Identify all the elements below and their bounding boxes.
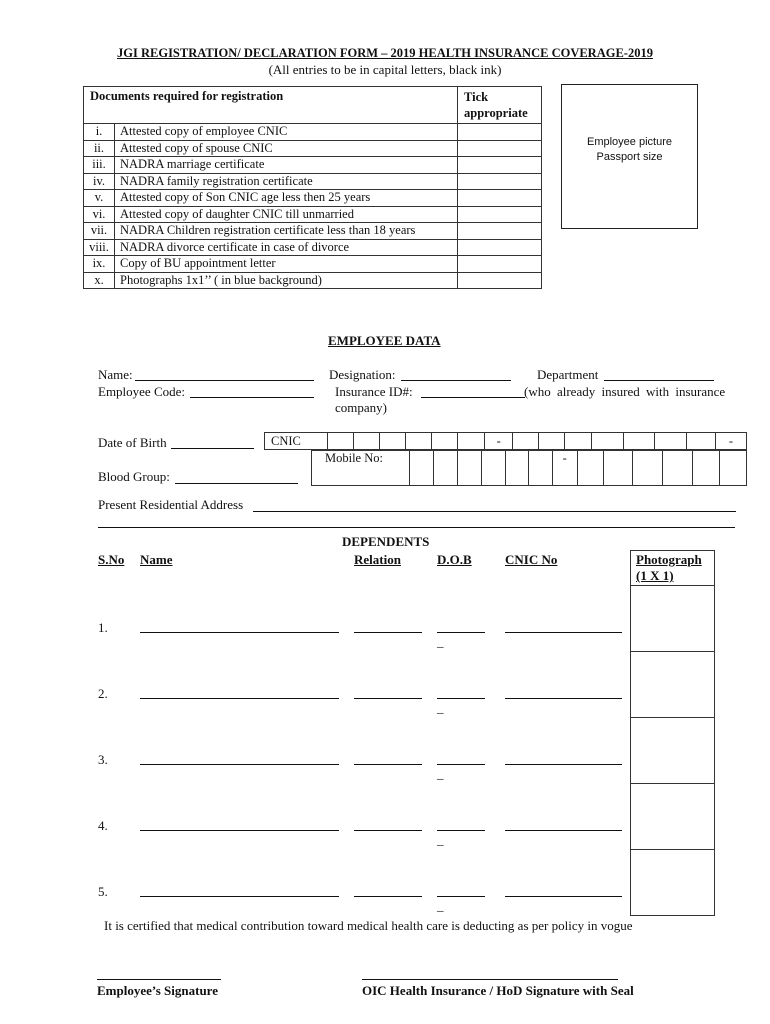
col-relation: Relation [354, 552, 401, 567]
document-num: x. [84, 272, 115, 289]
dependent-name-field[interactable] [140, 764, 339, 765]
document-num: vi. [84, 206, 115, 223]
tick-header [458, 87, 542, 124]
dependent-cnic-field[interactable] [505, 764, 622, 765]
certification-text: It is certified that medical contribution toward medical health care is deducting as per policy in vogue [104, 918, 633, 933]
document-num: i. [84, 124, 115, 141]
department-field[interactable] [604, 380, 714, 381]
tick-cell[interactable] [458, 140, 542, 157]
mobile-digit-box[interactable] [433, 451, 457, 486]
dependent-relation-field[interactable] [354, 764, 422, 765]
employee-code-label: Employee Code: [98, 384, 186, 399]
documents-table [83, 86, 542, 289]
dependent-dob-field[interactable] [437, 764, 485, 765]
insurance-note: (who already insured with insurance [524, 384, 726, 399]
col-name: Name [140, 552, 173, 567]
oic-signature-line[interactable] [362, 979, 618, 980]
documents-header: Documents required for registration [84, 87, 458, 124]
document-text: Copy of BU appointment letter [115, 256, 458, 273]
dependent-sno: 5. [98, 884, 108, 899]
dependent-photo-box[interactable] [630, 783, 715, 850]
cnic-dash: - [485, 433, 513, 450]
dependent-dob-field[interactable] [437, 632, 485, 633]
document-text: Attested copy of Son CNIC age less then 25 years [115, 190, 458, 207]
address-field-line2[interactable] [98, 527, 735, 528]
dependent-sno: 1. [98, 620, 108, 635]
document-text: Photographs 1x1’’ ( in blue background) [115, 272, 458, 289]
name-field[interactable] [135, 380, 314, 381]
cnic-digit-box[interactable] [592, 433, 624, 450]
dependents-title: DEPENDENTS [342, 534, 430, 549]
form-title: JGI REGISTRATION/ DECLARATION FORM – 2019 HEALTH INSURANCE COVERAGE-2019 [117, 46, 653, 60]
document-text: Attested copy of spouse CNIC [115, 140, 458, 157]
dependent-photo-box[interactable] [630, 717, 715, 784]
dependent-cnic-field[interactable] [505, 632, 622, 633]
dependent-name-field[interactable] [140, 698, 339, 699]
cnic-digit-box[interactable] [655, 433, 687, 450]
document-text: NADRA family registration certificate [115, 173, 458, 190]
designation-label: Designation: [329, 367, 396, 382]
cnic-digit-box[interactable] [623, 433, 655, 450]
mobile-digit-box[interactable] [662, 451, 692, 486]
dependent-dob-field[interactable] [437, 830, 485, 831]
insurance-id-field[interactable] [421, 397, 525, 398]
mobile-label: Mobile No: [312, 451, 410, 486]
employee-data-title: EMPLOYEE DATA [328, 333, 441, 348]
dependent-name-field[interactable] [140, 830, 339, 831]
cnic-digit-box[interactable] [458, 433, 485, 450]
mobile-digit-box[interactable] [528, 451, 552, 486]
dependent-sno: 3. [98, 752, 108, 767]
dependent-dob-field[interactable] [437, 698, 485, 699]
cnic-digit-box[interactable] [406, 433, 432, 450]
mobile-digit-box[interactable] [577, 451, 603, 486]
form-subtitle: (All entries to be in capital letters, black ink) [268, 62, 502, 77]
col-photograph-label: Photograph [636, 552, 702, 567]
document-text: NADRA Children registration certificate less than 18 years [115, 223, 458, 240]
cnic-digit-box[interactable] [380, 433, 406, 450]
dependent-dob-tail: _ [437, 766, 444, 781]
dependent-cnic-field[interactable] [505, 698, 622, 699]
dependent-photo-box[interactable] [630, 651, 715, 718]
tick-cell[interactable] [458, 223, 542, 240]
document-text: Attested copy of daughter CNIC till unmarried [115, 206, 458, 223]
dependent-dob-tail: _ [437, 700, 444, 715]
mobile-digit-box[interactable] [603, 451, 633, 486]
document-row [84, 190, 542, 207]
tick-header-line2: appropriate [464, 106, 528, 120]
mobile-digit-box[interactable] [720, 451, 747, 486]
blood-group-label: Blood Group: [98, 469, 170, 484]
dependent-cnic-field[interactable] [505, 896, 622, 897]
document-row [84, 239, 542, 256]
tick-cell[interactable] [458, 206, 542, 223]
mobile-digit-box[interactable] [633, 451, 663, 486]
dob-field[interactable] [171, 448, 254, 449]
document-row [84, 256, 542, 273]
tick-cell[interactable] [458, 173, 542, 190]
cnic-label: CNIC [265, 433, 328, 450]
document-text: Attested copy of employee CNIC [115, 124, 458, 141]
address-field-line1[interactable] [253, 511, 736, 512]
cnic-digit-box[interactable] [539, 433, 565, 450]
col-dob: D.O.B [437, 552, 472, 567]
employee-signature-line[interactable] [97, 979, 221, 980]
mobile-dash: - [552, 451, 577, 486]
document-row [84, 124, 542, 141]
cnic-digit-box[interactable] [687, 433, 716, 450]
cnic-digit-box[interactable] [565, 433, 592, 450]
dependent-relation-field[interactable] [354, 632, 422, 633]
dependent-dob-field[interactable] [437, 896, 485, 897]
document-row [84, 173, 542, 190]
dependent-relation-field[interactable] [354, 698, 422, 699]
tick-cell[interactable] [458, 239, 542, 256]
name-label: Name: [98, 367, 133, 382]
document-text: NADRA marriage certificate [115, 157, 458, 174]
dependent-dob-tail: _ [437, 832, 444, 847]
tick-header-line1: Tick [464, 90, 489, 104]
document-row [84, 206, 542, 223]
mobile-digit-box[interactable] [481, 451, 505, 486]
document-num: iii. [84, 157, 115, 174]
dependent-dob-tail: _ [437, 634, 444, 649]
photo-box-label-1: Employee picture [587, 136, 672, 148]
document-text: NADRA divorce certificate in case of divorce [115, 239, 458, 256]
tick-cell[interactable] [458, 256, 542, 273]
mobile-digit-box[interactable] [693, 451, 720, 486]
insurance-id-label: Insurance ID#: [335, 384, 413, 399]
document-row [84, 140, 542, 157]
designation-field[interactable] [401, 380, 511, 381]
document-row [84, 157, 542, 174]
blood-group-field[interactable] [175, 483, 298, 484]
document-num: iv. [84, 173, 115, 190]
col-cnic: CNIC No [505, 552, 558, 567]
dependent-photo-box[interactable] [630, 849, 715, 916]
photograph-header-box [630, 550, 715, 586]
col-photograph-size: (1 X 1) [636, 568, 674, 583]
col-sno: S.No [98, 552, 125, 567]
department-label: Department [537, 367, 599, 382]
document-num: viii. [84, 239, 115, 256]
photo-box-label-2: Passport size [596, 151, 663, 163]
document-num: ii. [84, 140, 115, 157]
dependent-relation-field[interactable] [354, 830, 422, 831]
employee-picture-box[interactable] [561, 84, 698, 229]
dependent-relation-field[interactable] [354, 896, 422, 897]
tick-cell[interactable] [458, 157, 542, 174]
cnic-digit-box[interactable] [327, 433, 353, 450]
dependent-sno: 2. [98, 686, 108, 701]
tick-cell[interactable] [458, 190, 542, 207]
mobile-grid[interactable] [311, 450, 747, 486]
mobile-digit-box[interactable] [409, 451, 433, 486]
insurance-note-2: company) [335, 400, 387, 415]
document-num: vii. [84, 223, 115, 240]
document-num: v. [84, 190, 115, 207]
document-row [84, 223, 542, 240]
tick-cell[interactable] [458, 124, 542, 141]
address-label: Present Residential Address [98, 497, 244, 512]
document-row [84, 272, 542, 289]
document-num: ix. [84, 256, 115, 273]
tick-cell[interactable] [458, 272, 542, 289]
dob-label: Date of Birth [98, 435, 167, 450]
dependent-name-field[interactable] [140, 632, 339, 633]
employee-signature-label: Employee’s Signature [97, 983, 218, 998]
cnic-digit-box[interactable] [432, 433, 458, 450]
dependent-sno: 4. [98, 818, 108, 833]
cnic-digit-box[interactable] [353, 433, 379, 450]
dependent-dob-tail: _ [437, 898, 444, 913]
employee-code-field[interactable] [190, 397, 314, 398]
employee-cnic-grid[interactable] [264, 432, 747, 450]
cnic-digit-box[interactable] [513, 433, 539, 450]
cnic-dash: - [715, 433, 746, 450]
dependent-name-field[interactable] [140, 896, 339, 897]
oic-signature-label: OIC Health Insurance / HoD Signature with Seal [362, 983, 634, 998]
mobile-digit-box[interactable] [458, 451, 481, 486]
dependent-photo-box[interactable] [630, 585, 715, 652]
mobile-digit-box[interactable] [505, 451, 528, 486]
dependent-cnic-field[interactable] [505, 830, 622, 831]
